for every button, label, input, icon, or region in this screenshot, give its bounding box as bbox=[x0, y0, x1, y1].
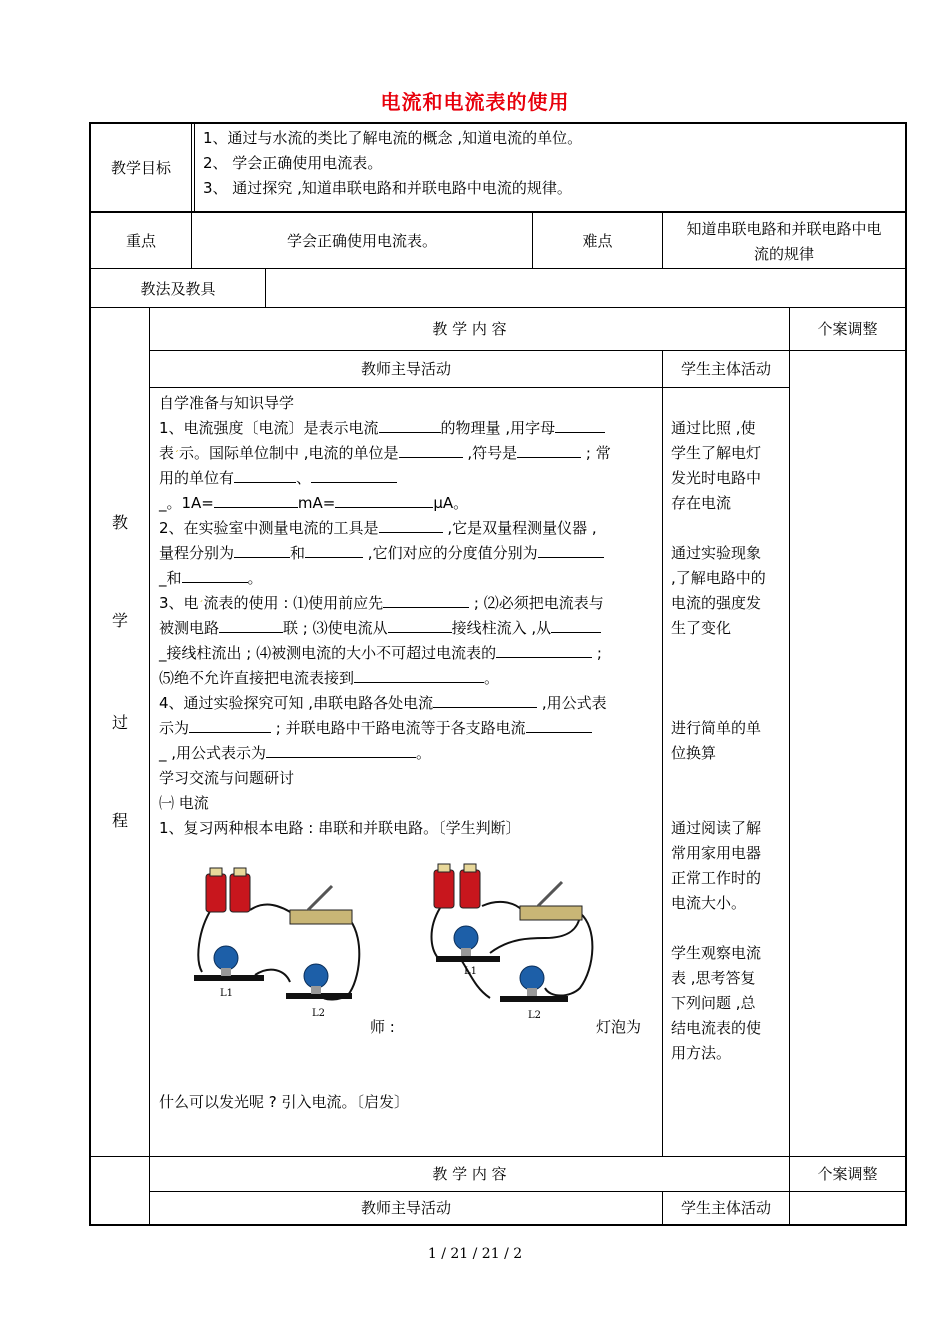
teacher-line: 灯泡为 bbox=[596, 1018, 642, 1036]
difficulty-value-line2: 流的规律 bbox=[753, 245, 814, 263]
student-header: 学生主体活动 bbox=[680, 360, 771, 378]
battery-icon bbox=[206, 868, 250, 912]
teacher-line: 被测电路 联 ; ⑶使电流从 接线柱流入 ,从 bbox=[159, 616, 601, 640]
student-note-line: 常用家用电器 bbox=[671, 844, 762, 862]
bulb-icon bbox=[194, 946, 264, 981]
teacher-line: 示为 ; 并联电路中干路电流等于各支路电流 bbox=[159, 716, 592, 740]
key-point-value: 学会正确使用电流表。 bbox=[286, 232, 437, 250]
teacher-line: 师 : bbox=[370, 1018, 395, 1036]
student-note-line: 生了变化 bbox=[671, 619, 732, 637]
student-note-line: 用方法。 bbox=[671, 1044, 732, 1062]
content-header: 教 学 内 容 bbox=[432, 320, 507, 338]
goal-item-2: 2、 学会正确使用电流表。 bbox=[203, 154, 383, 172]
student-note-line: 电流的强度发 bbox=[671, 594, 762, 612]
student-note-line: 发光时电路中 bbox=[671, 469, 762, 487]
teacher-line: 2、在实验室中测量电流的工具是 ,它是双量程测量仪器 , bbox=[159, 519, 597, 537]
l1-label: L1 bbox=[220, 988, 234, 999]
student-note-line: 通过实验现象 bbox=[671, 544, 762, 562]
student-note-line: 表 ,思考答复 bbox=[671, 969, 756, 987]
adjust-header: 个案调整 bbox=[817, 320, 878, 338]
process-label-char-3: 过 bbox=[111, 713, 128, 732]
parallel-circuit-figure bbox=[420, 858, 610, 1023]
goal-item-3: 3、 通过探究 ,知道串联电路和并联电路中电流的规律。 bbox=[203, 179, 572, 197]
content-header-bottom: 教 学 内 容 bbox=[432, 1165, 507, 1183]
bulb-icon bbox=[500, 966, 568, 1002]
student-note-line: 存在电流 bbox=[671, 494, 732, 512]
l2-label: L2 bbox=[312, 1008, 326, 1019]
adjust-header-bottom: 个案调整 bbox=[817, 1165, 878, 1183]
teacher-line: 什么可以发光呢 ? 引入电流。〔启发〕 bbox=[159, 1093, 409, 1111]
teacher-line: ㈠ 电流 bbox=[159, 794, 209, 812]
key-point-label: 重点 bbox=[125, 232, 156, 250]
process-label-char-1: 教 bbox=[111, 513, 128, 532]
battery-icon bbox=[434, 864, 480, 908]
page-footer: 1 / 21 / 21 / 2 bbox=[427, 1246, 523, 1262]
student-note-line: 学生观察电流 bbox=[671, 944, 762, 962]
teacher-header-bottom: 教师主导活动 bbox=[360, 1199, 451, 1217]
method-label: 教法及教具 bbox=[140, 280, 216, 298]
teacher-line: 量程分别为 和 ,它们对应的分度值分别为 bbox=[159, 541, 604, 565]
student-note-line: 结电流表的使 bbox=[671, 1019, 762, 1037]
goal-item-1: 1、通过与水流的类比了解电流的概念 ,知道电流的单位。 bbox=[203, 129, 583, 147]
student-header-bottom: 学生主体活动 bbox=[680, 1199, 771, 1217]
student-note-line: ,了解电路中的 bbox=[671, 569, 766, 587]
student-note-line: 下列问题 ,总 bbox=[671, 994, 756, 1012]
teacher-line: 自学准备与知识导学 bbox=[159, 394, 295, 412]
teacher-header: 教师主导活动 bbox=[360, 360, 451, 378]
difficulty-label: 难点 bbox=[582, 232, 613, 250]
student-note-line: 正常工作时的 bbox=[671, 869, 762, 887]
series-circuit-figure bbox=[190, 860, 370, 1020]
process-label-char-4: 程 bbox=[111, 811, 128, 830]
teacher-line: 1、电流强度〔电流〕是表示电流 的物理量 ,用字母 bbox=[159, 416, 605, 440]
teacher-line: _。1A= mA= μA。 bbox=[159, 494, 469, 512]
bulb-icon bbox=[436, 926, 500, 962]
teacher-line: 4、通过实验探究可知 ,串联电路各处电流 ,用公式表 bbox=[159, 694, 607, 712]
student-note-line: 通过比照 ,使 bbox=[671, 419, 756, 437]
teacher-line: 学习交流与问题研讨 bbox=[159, 769, 295, 787]
page-title: 电流和电流表的使用 bbox=[380, 90, 570, 114]
teacher-line: 1、复习两种根本电路 : 串联和并联电路。〔学生判断〕 bbox=[159, 819, 521, 837]
process-label-char-2: 学 bbox=[111, 611, 128, 630]
difficulty-value-line1: 知道串联电路和并联电路中电 bbox=[686, 220, 882, 238]
switch-icon bbox=[290, 886, 352, 924]
bulb-icon bbox=[286, 964, 352, 999]
teacher-line: _接线柱流出 ; ⑷被测电流的大小不可超过电流表的 ; bbox=[159, 644, 602, 662]
student-note-line: 电流大小。 bbox=[671, 894, 747, 912]
goals-label: 教学目标 bbox=[110, 159, 171, 177]
student-note-line: 位换算 bbox=[671, 744, 717, 762]
student-note-line: 学生了解电灯 bbox=[671, 444, 762, 462]
l1-label: L1 bbox=[464, 966, 478, 977]
teacher-line: 表ˊ示。国际单位制中 ,电流的单位是 ,符号是 ; 常 bbox=[159, 444, 611, 462]
l2-label: L2 bbox=[528, 1010, 542, 1021]
student-note-line: 通过阅读了解 bbox=[671, 819, 762, 837]
teacher-line: _和 。 bbox=[159, 569, 263, 587]
teacher-line: 用的单位有 、 bbox=[159, 466, 397, 490]
teacher-line: _ ,用公式表示为 。 bbox=[159, 744, 432, 762]
teacher-line: ⑸绝不允许直接把电流表接到 。 bbox=[159, 669, 500, 687]
switch-icon bbox=[520, 882, 582, 920]
teacher-line: 3、电ˊ流表的使用 : ⑴使用前应先 ; ⑵必须把电流表与 bbox=[159, 594, 604, 612]
student-note-line: 进行简单的单 bbox=[671, 719, 762, 737]
